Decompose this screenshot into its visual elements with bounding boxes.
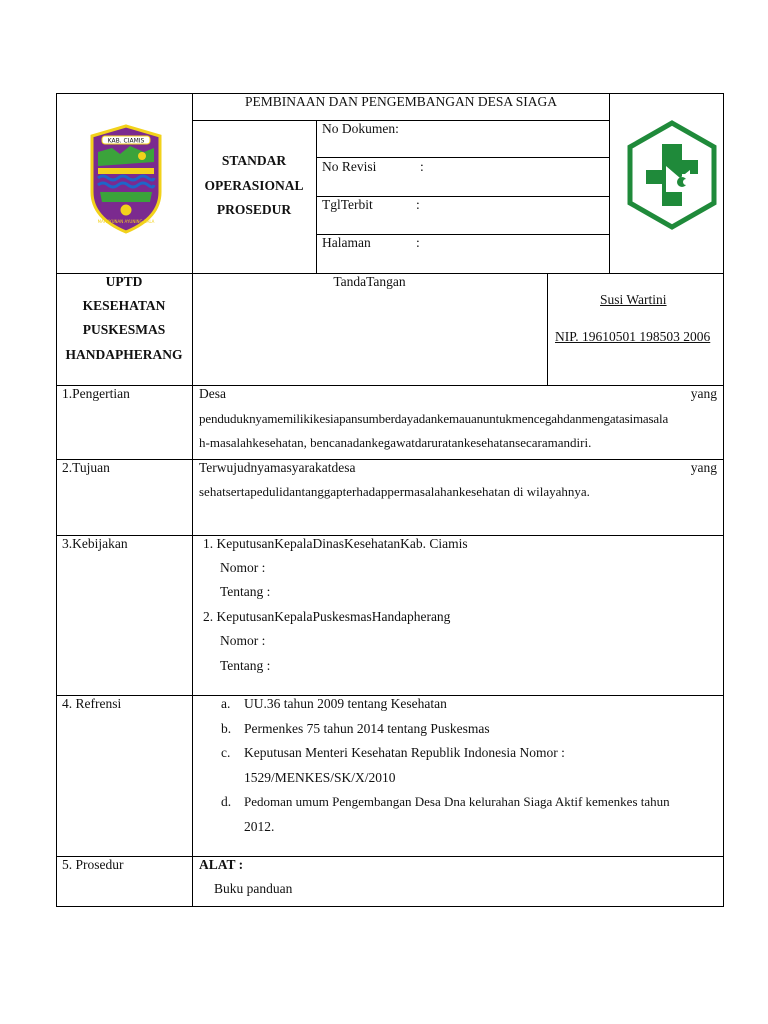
- no-revisi-colon: :: [420, 159, 424, 174]
- unit-line2: KESEHATAN: [82, 298, 166, 313]
- kebijakan-nomor-1: Nomor :: [220, 560, 266, 575]
- pengertian-line2: penduduknyamemilikikesiapansumberdayadankemauanuntukmencegahdanmengatasimasala: [199, 411, 669, 426]
- unit-line3: PUSKESMAS: [82, 322, 166, 337]
- logo-motto-text: MAHAYUNAN AYUNING BALA: [97, 219, 155, 224]
- unit-line4: HANDAPHERANG: [65, 347, 183, 362]
- tujuan-line1: [199, 460, 717, 476]
- border-sop-col: [316, 120, 317, 274]
- referensi-d-line1: Pedoman umum Pengembangan Desa Dna kelurahan Siaga Aktif kemenkes tahun: [244, 794, 670, 809]
- referensi-d-marker: d.: [221, 794, 232, 809]
- unit-line1: UPTD: [105, 274, 143, 289]
- halaman-colon: :: [416, 235, 420, 250]
- kebijakan-label: 3.Kebijakan: [62, 536, 128, 551]
- tgl-terbit-colon: :: [416, 197, 420, 212]
- logo-kab-text: KAB. CIAMIS: [107, 137, 145, 145]
- puskesmas-logo: [626, 120, 718, 230]
- halaman-label: Halaman: [322, 235, 371, 250]
- kebijakan-nomor-2: Nomor :: [220, 633, 266, 648]
- tujuan-line1-end: yang: [690, 460, 717, 475]
- document-title: PEMBINAAN DAN PENGEMBANGAN DESA SIAGA: [244, 94, 558, 109]
- tujuan-label: 2.Tujuan: [62, 460, 110, 475]
- no-revisi-label: No Revisi: [322, 159, 377, 174]
- border-left: [56, 93, 57, 907]
- referensi-label: 4. Refrensi: [62, 696, 122, 711]
- kebijakan-tentang-1: Tentang :: [220, 584, 271, 599]
- referensi-c-line1: Keputusan Menteri Kesehatan Republik Indonesia Nomor :: [244, 745, 565, 760]
- sop-label-line1: STANDAR: [221, 153, 287, 168]
- tgl-terbit-label: TglTerbit: [322, 197, 373, 212]
- referensi-a-marker: a.: [221, 696, 231, 711]
- signature-label: TandaTangan: [333, 274, 406, 289]
- referensi-b: Permenkes 75 tahun 2014 tentang Puskesmas: [244, 721, 490, 736]
- prosedur-alat-heading: ALAT :: [199, 857, 244, 872]
- sop-label-line2: OPERASIONAL: [204, 178, 304, 193]
- pengertian-line1-end: yang: [690, 386, 717, 401]
- border-referensi-bottom: [56, 856, 724, 857]
- sop-label-line3: PROSEDUR: [216, 202, 292, 217]
- kabupaten-ciamis-logo: [88, 122, 164, 234]
- signer-name: Susi Wartini: [600, 292, 667, 307]
- border-bottom: [56, 906, 724, 907]
- tujuan-line1-start: Terwujudnyamasyarakatdesa: [199, 460, 356, 475]
- kebijakan-tentang-2: Tentang :: [220, 658, 271, 673]
- no-dokumen-label: No Dokumen:: [322, 121, 399, 136]
- border-nodok-bottom: [316, 157, 610, 158]
- border-title-bottom: [192, 120, 610, 121]
- pengertian-line3: h-masalahkesehatan, bencanadankegawatdaruratankesehatansecaramandiri.: [199, 435, 592, 450]
- tujuan-line2: sehatsertapedulidantanggapterhadappermasalahankesehatan di wilayahnya.: [199, 484, 590, 499]
- border-right: [723, 93, 724, 907]
- prosedur-alat-item: Buku panduan: [214, 881, 293, 896]
- prosedur-label: 5. Prosedur: [62, 857, 124, 872]
- signer-nip: NIP. 19610501 198503 2006: [555, 329, 711, 344]
- referensi-b-marker: b.: [221, 721, 232, 736]
- referensi-a: UU.36 tahun 2009 tentang Kesehatan: [244, 696, 447, 711]
- pengertian-label: 1.Pengertian: [62, 386, 130, 401]
- kebijakan-item-2: 2. KeputusanKepalaPuskesmasHandapherang: [203, 609, 451, 624]
- kebijakan-item-1: 1. KeputusanKepalaDinasKesehatanKab. Ciamis: [203, 536, 468, 551]
- pengertian-line1: [199, 386, 717, 402]
- pengertian-line1-start: Desa: [199, 386, 226, 401]
- referensi-c-line2: 1529/MENKES/SK/X/2010: [244, 770, 396, 785]
- border-signer-col: [547, 273, 548, 386]
- referensi-d-line2: 2012.: [244, 819, 275, 834]
- referensi-c-marker: c.: [221, 745, 231, 760]
